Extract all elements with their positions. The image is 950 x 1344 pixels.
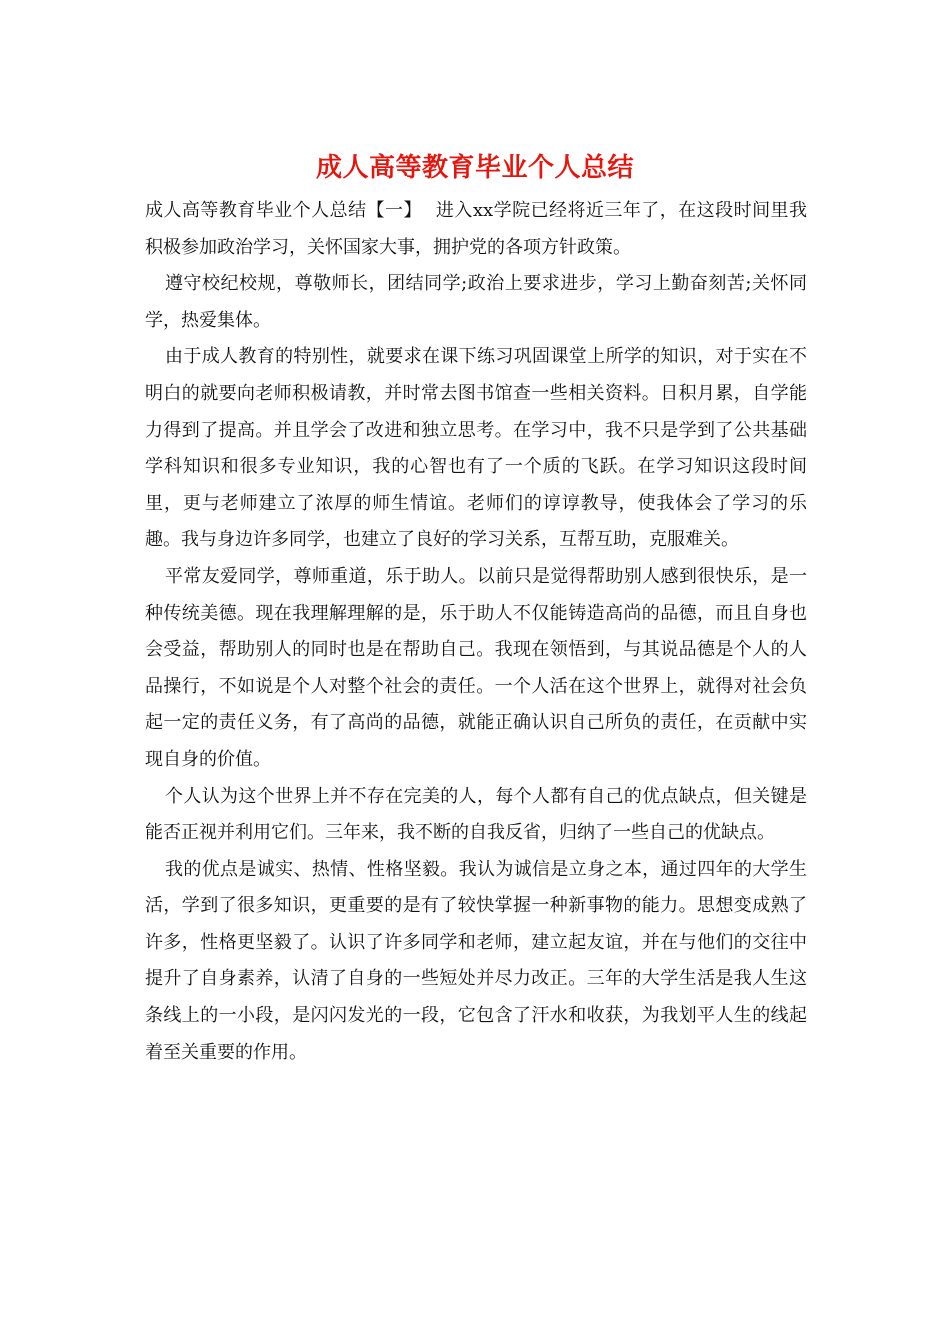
paragraph-1	[145, 193, 807, 266]
paragraph-1-text: 进入xx学院已经将近三年了，在这段时间里我积极参加政治学习，关怀国家大事，拥护党的各项方针政策。	[145, 200, 807, 258]
paragraph-5: 个人认为这个世界上并不存在完美的人，每个人都有自己的优点缺点，但关键是能否正视并利用它们。三年来，我不断的自我反省，归纳了一些自己的优缺点。	[145, 785, 807, 844]
document-title: 成人高等教育毕业个人总结	[315, 153, 634, 183]
paragraph-4: 平常友爱同学，尊师重道，乐于助人。以前只是觉得帮助别人感到很快乐，是一种传统美德。现在我理解理解的是，乐于助人不仅能铸造高尚的品德，而且自身也会受益，帮助别人的同时也是在帮助自己。我现在领悟到，与其说品德是个人的人品操行，不如说是个人对整个社会的责任。一个人活在这个世界上，就得对社会负起一定的责任义务，有了高尚的品德，就能正确认识自己所负的责任，在贡献中实现自身的价值。	[145, 565, 807, 770]
paragraph-2: 遵守校纪校规，尊敬师长，团结同学;政治上要求进步，学习上勤奋刻苦;关怀同学，热爱集体。	[145, 273, 807, 331]
paragraph-3: 由于成人教育的特别性，就要求在课下练习巩固课堂上所学的知识，对于实在不明白的就要向老师积极请教，并时常去图书馆查一些相关资料。日积月累，自学能力得到了提高。并且学会了改进和独立思考。在学习中，我不只是学到了公共基础学科知识和很多专业知识，我的心智也有了一个质的飞跃。在学习知识这段时间里，更与老师建立了浓厚的师生情谊。老师们的谆谆教导，使我体会了学习的乐趣。我与身边许多同学，也建立了良好的学习关系，互帮互助，克服难关。	[145, 346, 807, 551]
document-body	[145, 193, 807, 1071]
paragraph-6: 我的优点是诚实、热情、性格坚毅。我认为诚信是立身之本，通过四年的大学生活，学到了很多知识，更重要的是有了较快掌握一种新事物的能力。思想变成熟了许多，性格更坚毅了。认识了许多同学和老师，建立起友谊，并在与他们的交往中提升了自身素养，认清了自身的一些短处并尽力改正。三年的大学生活是我人生这条线上的一小段，是闪闪发光的一段，它包含了汗水和收获，为我划平人生的线起着至关重要的作用。	[145, 858, 807, 1063]
section-heading: 成人高等教育毕业个人总结【一】	[145, 200, 422, 221]
